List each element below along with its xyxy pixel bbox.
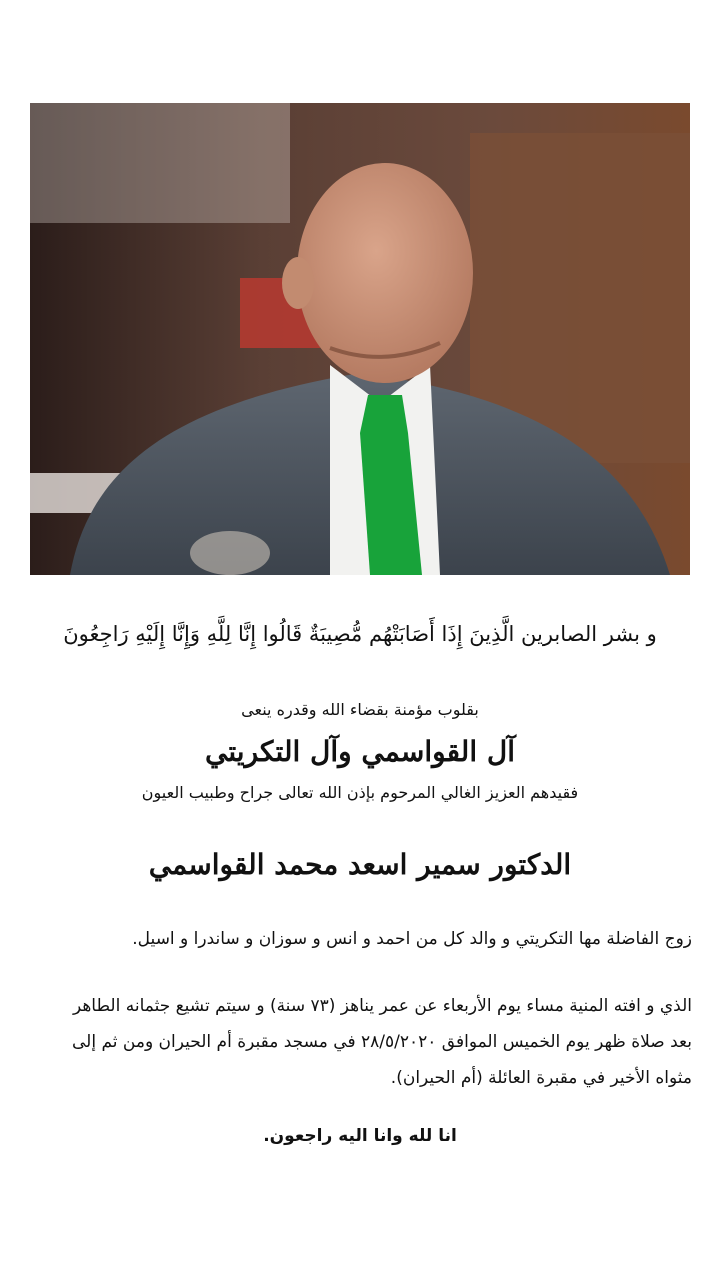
funeral-details-paragraph: [28, 988, 692, 1096]
deceased-name: الدكتور سمير اسعد محمد القواسمي: [148, 848, 572, 881]
deceased-description: فقيدهم العزيز الغالي المرحوم بإذن الله تعالى جراح وطبيب العيون: [141, 783, 579, 802]
deceased-portrait-photo: [30, 103, 690, 575]
family-names-heading: آل القواسمي وآل التكريتي: [205, 735, 515, 768]
funeral-line: الذي و افته المنية مساء يوم الأربعاء عن عمر يناهز (٧٣ سنة) و سيتم تشيع جثمانه الطاهر: [72, 996, 692, 1016]
announcement-intro: بقلوب مؤمنة بقضاء الله وقدره ينعى: [241, 700, 479, 719]
wife-children-paragraph: زوج الفاضلة مها التكريتي و والد كل من احمد و انس و سوزان و ساندرا و اسيل.: [132, 929, 692, 949]
closing-phrase: انا لله وانا اليه راجعون.: [263, 1126, 457, 1146]
funeral-line: بعد صلاة ظهر يوم الخميس الموافق ٢٨/٥/٢٠٢٠ في مسجد مقبرة أم الحيران ومن ثم إلى: [71, 1032, 692, 1052]
quran-verse: و بشر الصابرين الَّذِينَ إِذَا أَصَابَتْهُم مُّصِيبَةٌ قَالُوا إِنَّا لِلَّهِ وَإِنَّا إِلَيْهِ رَاجِعُونَ: [63, 622, 657, 646]
funeral-line: مثواه الأخير في مقبرة العائلة (أم الحيران).: [390, 1068, 692, 1088]
